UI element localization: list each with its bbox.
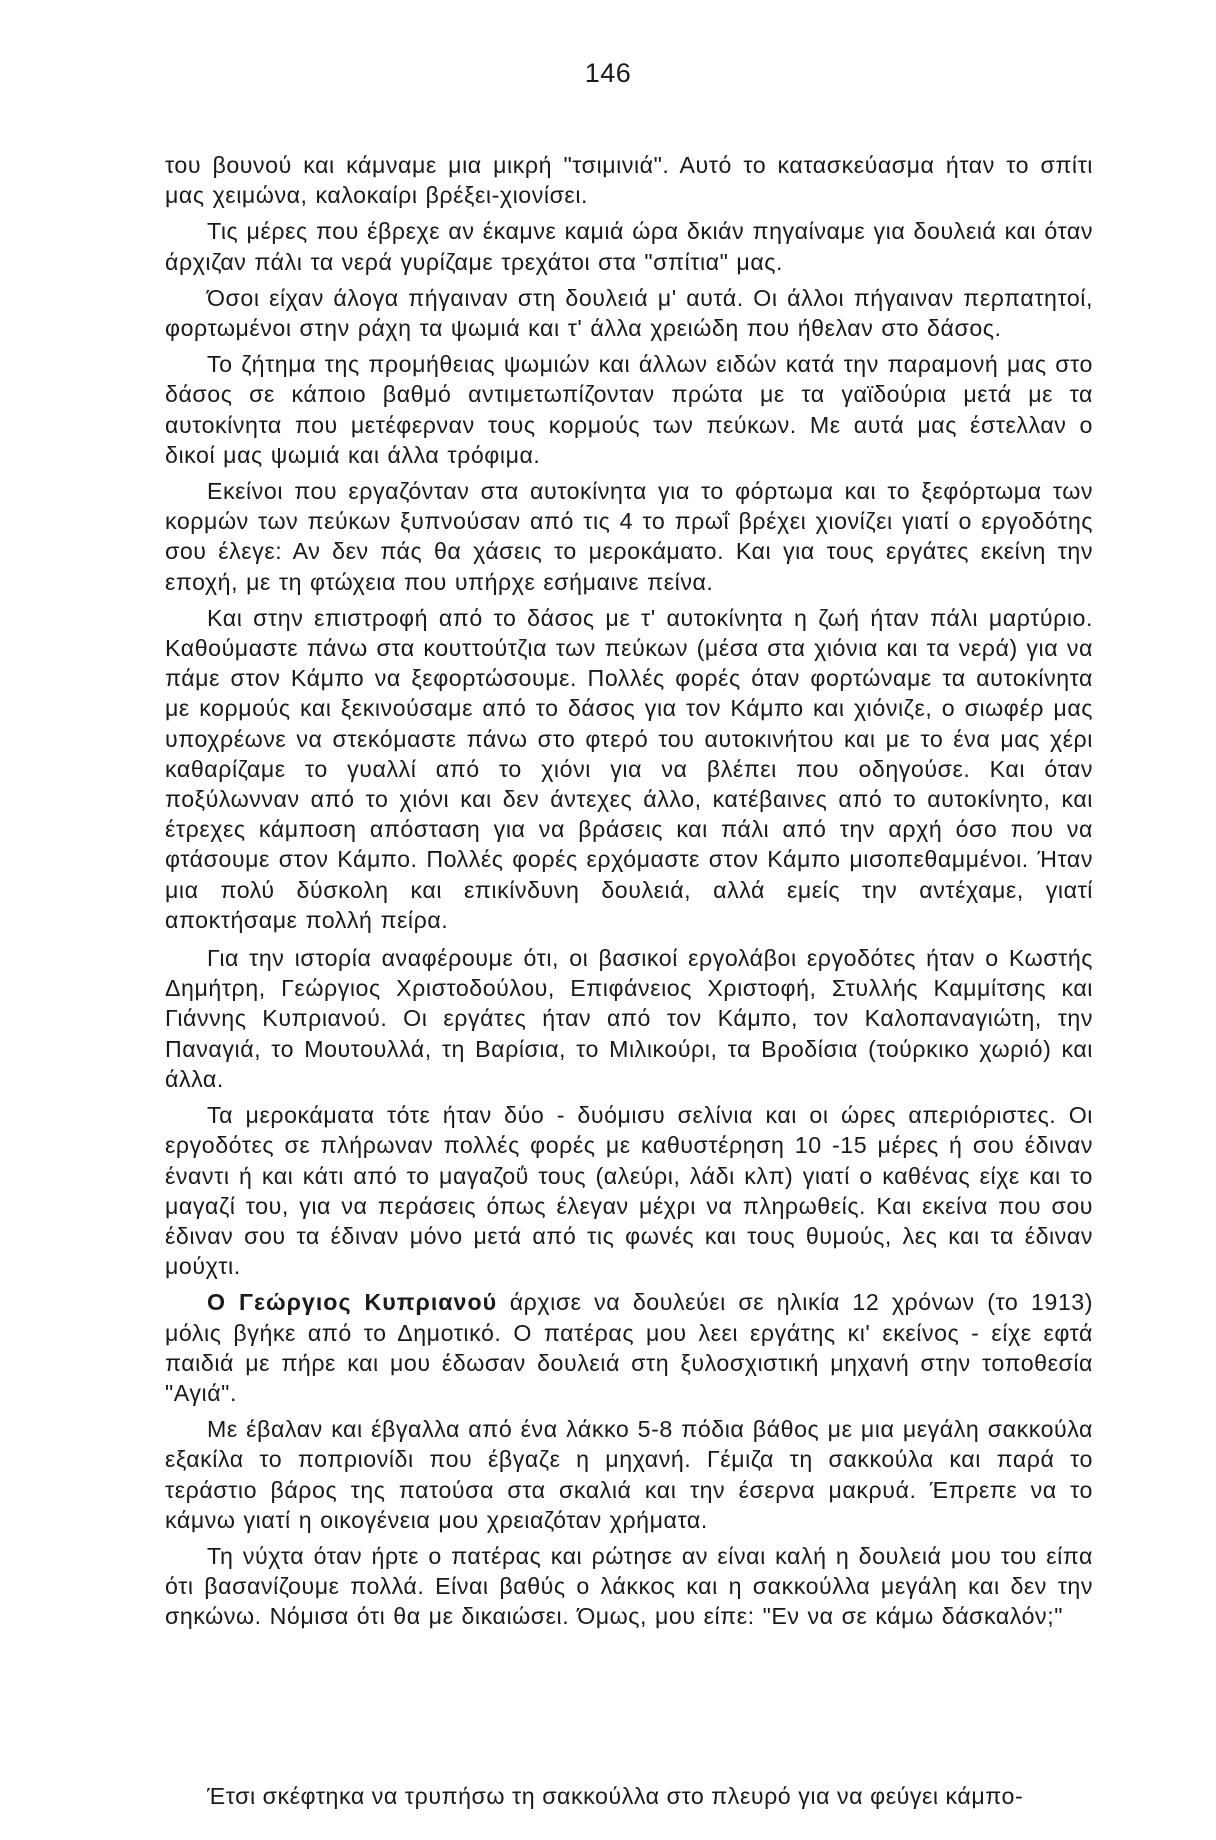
page-number: 146 — [584, 58, 632, 88]
paragraph-2: Τις μέρες που έβρεχε αν έκαμνε καμιά ώρα δκιάν πηγαίναμε για δουλειά και όταν άρχιζαν πάλι τα νερά γυρίζαμε τρεχάτοι στα "σπίτια" μας. — [165, 218, 1093, 275]
paragraph-10: Με έβαλαν και έβγαλλα από ένα λάκκο 5-8 πόδια βάθος με μια μεγάλη σακκούλα εξακίλα το ποπριονίδι που έβγαζε η μηχανή. Γέμιζα τη σακκούλα και παρά το τεράστιο βάρος της πατούσα στα σκαλιά και την έσερνα μακρυά. Έπρεπε να το κάμνω γιατί η οικογένεια μου χρειαζόταν χρήματα. — [165, 1416, 1093, 1533]
paragraph-1: του βουνού και κάμναμε μια μικρή "τσιμινιά". Αυτό το κατασκεύασμα ήταν το σπίτι μας χειμώνα, καλοκαίρι βρέξει-χιονίσει. — [165, 152, 1093, 209]
paragraph-6: Και στην επιστροφή από το δάσος με τ' αυτοκίνητα η ζωή ήταν πάλι μαρτύριο. Καθούμαστε πάνω στα κουττούτζια των πεύκων (μέσα στα χιόνια και τα νερά) για να πάμε στον Κάμπο να ξεφορτώσουμε. Πολλές φορές όταν φορτώναμε τα αυτοκίνητα με κορμούς και ξεκινούσαμε από το δάσος για τον Κάμπο και χιόνιζε, ο σιωφέρ μας υποχρέωνε να στεκόμαστε πάνω στο φτερό του αυτοκινήτου και με το ένα μας χέρι καθαρίζαμε το γυαλλί από το χιόνι για να βλέπει που οδηγούσε. Και όταν ποξύλωνναν από το χιόνι και δεν άντεχες άλλο, κατέβαινες από το αυτοκίνητο, και έτρεχες κάμποση απόσταση για να βράσεις και πάλι από την αρχή όσο που να φτάσουμε στον Κάμπο. Πολλές φορές ερχόμαστε στον Κάμπο μισοπεθαμμένοι. Ήταν μια πολύ δύσκολη και επικίνδυνη δουλειά, αλλά εμείς την αντέχαμε, γιατί αποκτήσαμε πολλή πείρα. — [165, 604, 1093, 933]
paragraph-5: Εκείνοι που εργαζόνταν στα αυτοκίνητα για το φόρτωμα και το ξεφόρτωμα των κορμών των πεύκων ξυπνούσαν από τις 4 το πρωΐ βρέχει χιονίζει γιατί ο εργοδότης σου έλεγε: Αν δεν πάς θα χάσεις το μεροκάματο. Και για τους εργάτες εκείνη την εποχή, με τη φτώχεια που υπήρχε εσήμαινε πείνα. — [165, 478, 1093, 595]
person-name-bold: Ο Γεώργιος Κυπριανού — [207, 1289, 498, 1316]
paragraph-7: Για την ιστορία αναφέρουμε ότι, οι βασικοί εργολάβοι εργοδότες ήταν ο Κωστής Δημήτρη, Γεώργιος Χριστοδούλου, Επιφάνειος Χριστοφή, Στυλλής Καμμίτσης και Γιάννης Κυπριανού. Οι εργάτες ήταν από τον Κάμπο, τον Καλοπαναγιώτη, την Παναγιά, το Μουτουλλά, τη Βαρίσια, το Μιλικούρι, τα Βροδίσια (τούρκικο χωριό) και άλλα. — [165, 945, 1093, 1092]
paragraph-kyprianou — [165, 1287, 1093, 1408]
paragraph-3: Όσοι είχαν άλογα πήγαιναν στη δουλειά μ' αυτά. Οι άλλοι πήγαιναν περπατητοί, φορτωμένοι στην ράχη τα ψωμιά και τ' άλλα χρειώδη που ήθελαν στο δάσος. — [165, 284, 1093, 342]
paragraph-11: Τη νύχτα όταν ήρτε ο πατέρας και ρώτησε αν είναι καλή η δουλειά μου του είπα ότι βασανίζουμε πολλά. Είναι βαθύς ο λάκκος και η σακκούλλα μεγάλη και δεν την σηκώνω. Νόμισα ότι θα με δικαιώσει. Όμως, μου είπε: "Εν να σε κάμω δάσκαλόν;" — [165, 1542, 1093, 1630]
paragraph-12-start: Έτσι σκέφτηκα να τρυπήσω τη σακκούλλα στο πλευρό για να φεύγει κάμπο- — [207, 1783, 1024, 1809]
paragraph-kyprianou-text: άρχισε να δουλεύει σε ηλικία 12 χρόνων (το 1913) μόλις βγήκε από το Δημοτικό. Ο πατέρας μου λεει εργάτης κι' εκείνος - είχε εφτά παιδιά με πήρε και μου έδωσαν δουλειά στη ξυλοσχιστική μηχανή στην τοποθεσία "Αγιά". — [165, 1289, 1093, 1406]
text-body — [165, 150, 1093, 1638]
paragraph-4: Το ζήτημα της προμήθειας ψωμιών και άλλων ειδών κατά την παραμονή μας στο δάσος σε κάποιο βαθμό αντιμετωπίζονταν πρώτα με τα γαϊδούρια μετά με τα αυτοκίνητα που μετέφερναν τους κορμούς των πεύκων. Με αυτά μας έστελλαν ο δικοί μας ψωμιά και άλλα τρόφιμα. — [165, 351, 1093, 468]
paragraph-8: Τα μεροκάματα τότε ήταν δύο - δυόμισυ σελίνια και οι ώρες απεριόριστες. Οι εργοδότες σε πλήρωναν πολλές φορές με καθυστέρηση 10 -15 μέρες ή σου έδιναν έναντι ή και κάτι από το μαγαζοΰ τους (αλεύρι, λάδι κλπ) γιατί ο καθένας είχε και το μαγαζί του, για να περάσεις όπως έλεγαν μέχρι να πληρωθείς. Και εκείνα που σου έδιναν σου τα έδιναν μόνο μετά από τις φωνές και τους θυμούς, λες και τα έδιναν μούχτι. — [165, 1102, 1093, 1280]
